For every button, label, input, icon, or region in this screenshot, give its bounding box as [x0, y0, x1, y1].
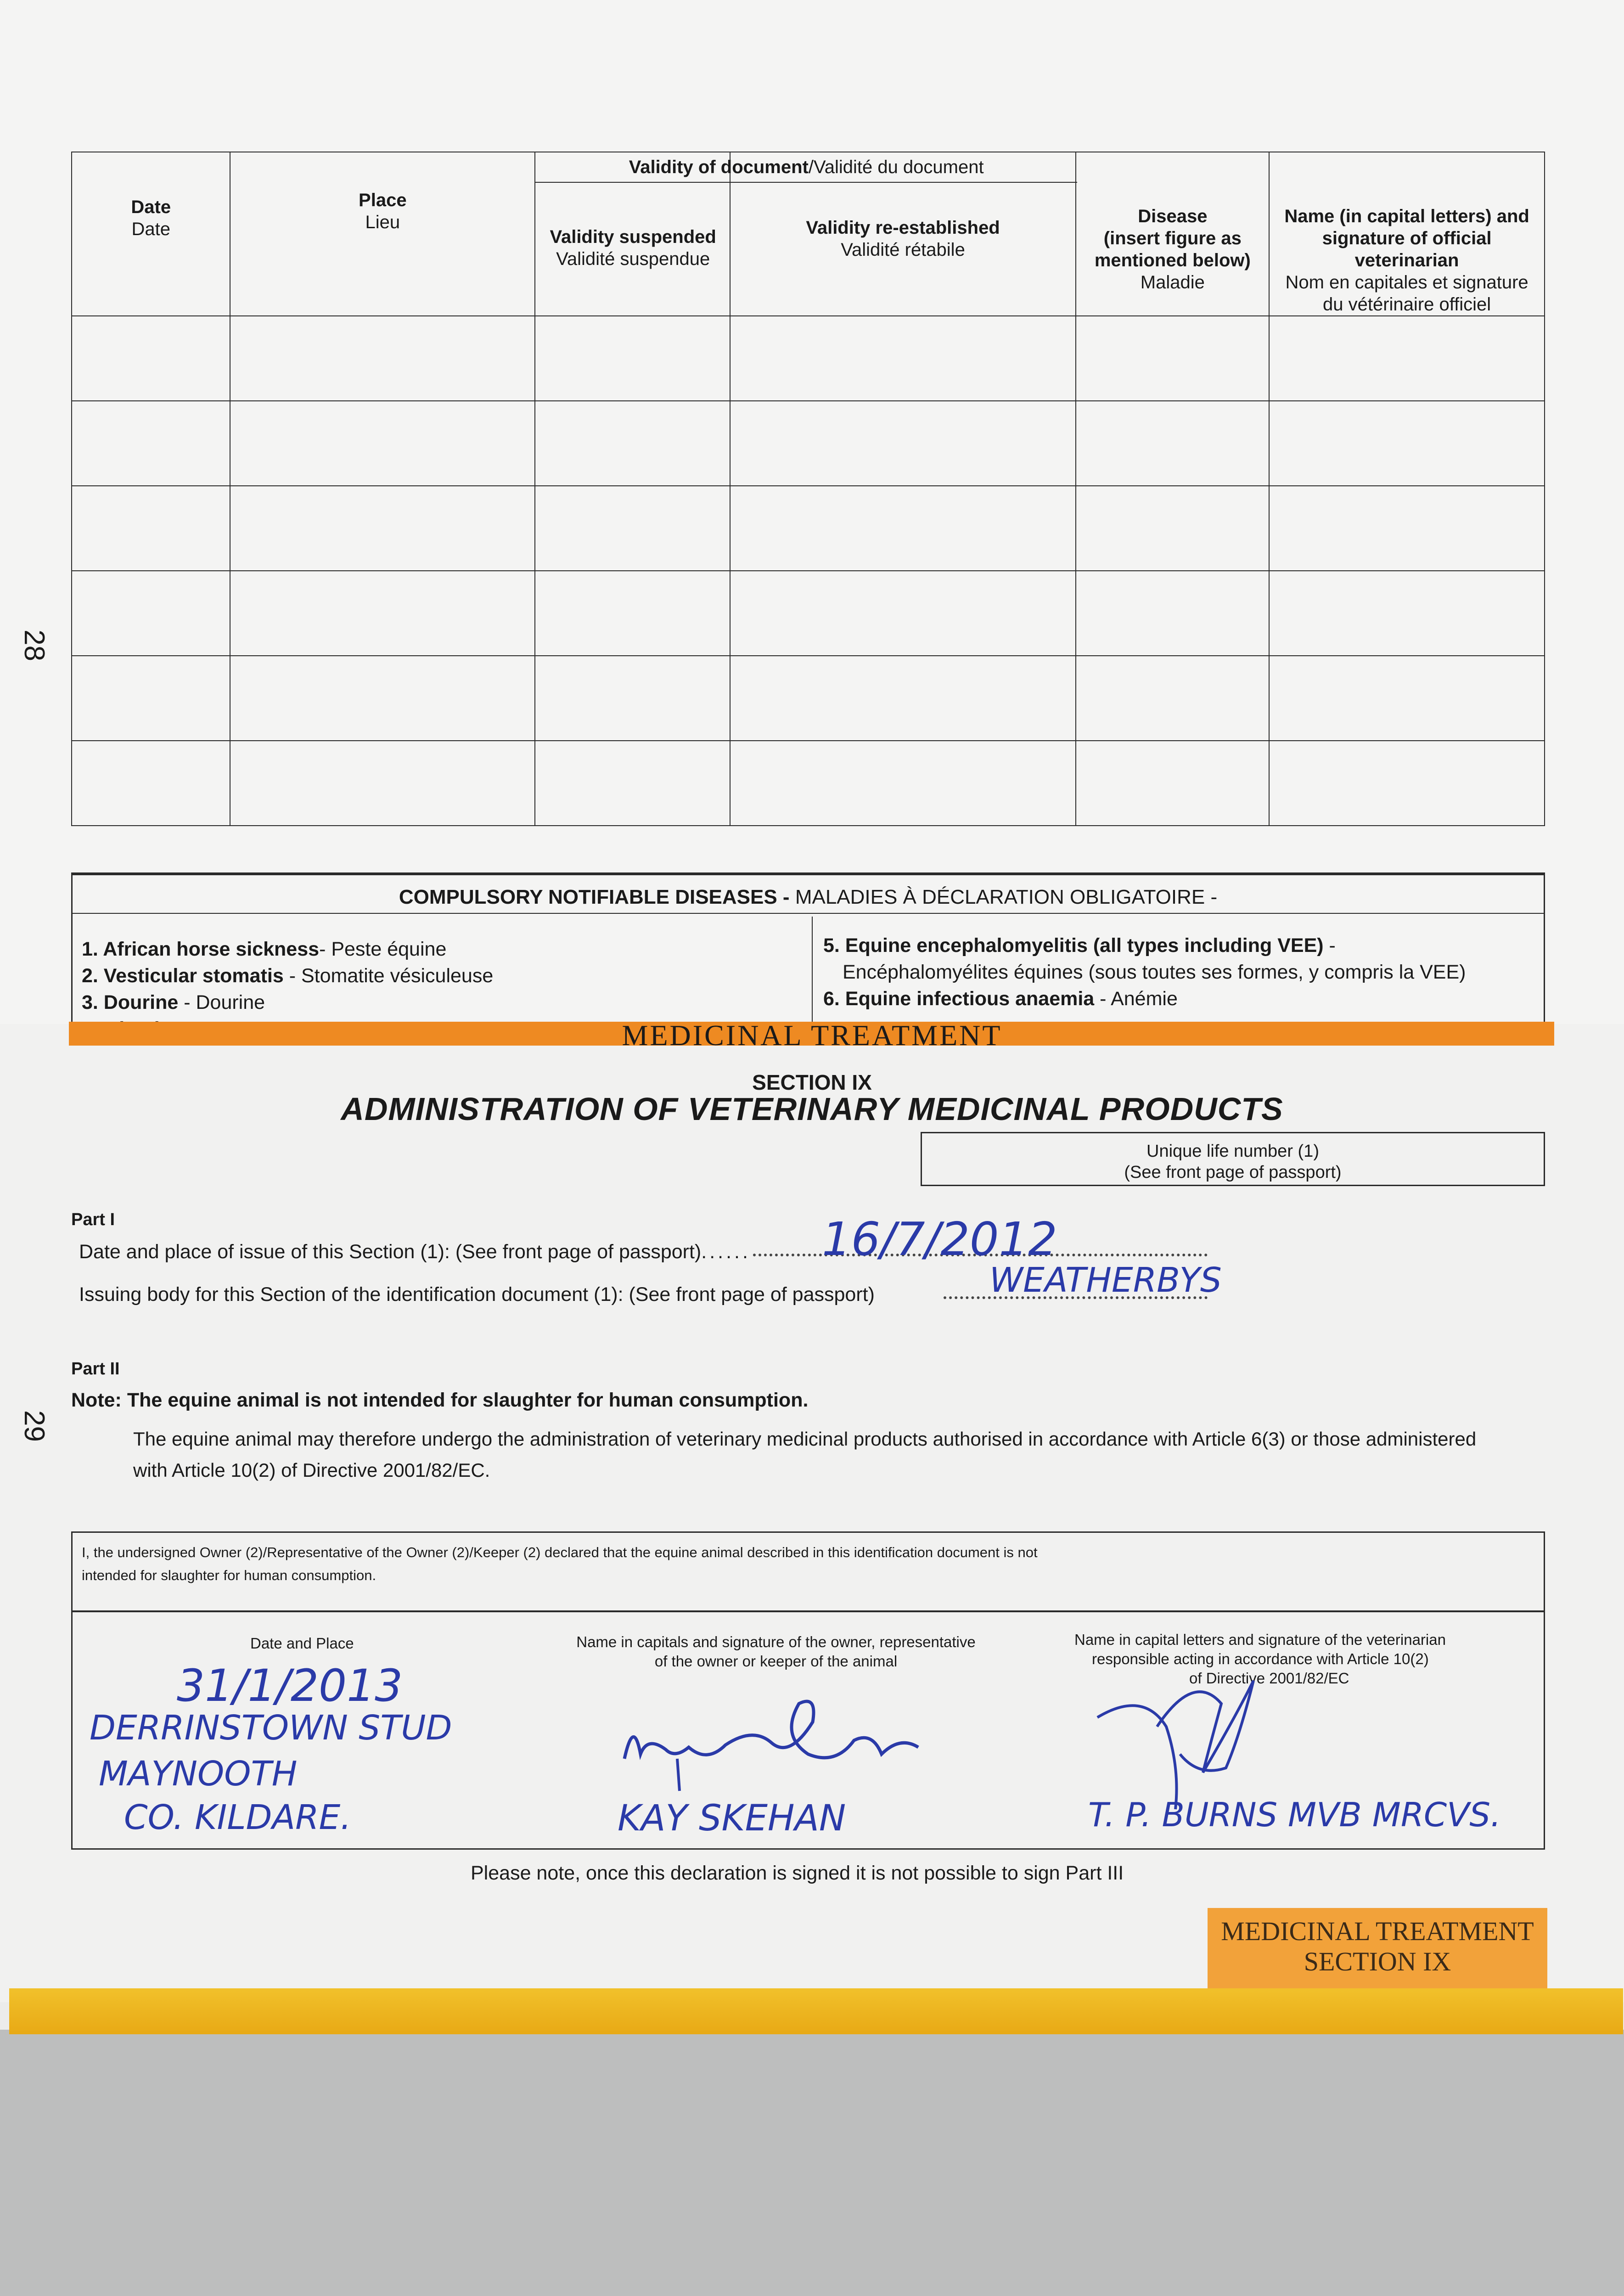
- footer-note: Please note, once this declaration is signed it is not possible to sign Part III: [471, 1862, 1124, 1884]
- col-name-fr2: du vétérinaire officiel: [1323, 294, 1491, 315]
- col-name-fr1: Nom en capitales et signature: [1285, 272, 1528, 293]
- handwritten-owner-name: KAY SKEHAN: [618, 1798, 846, 1839]
- table-row: [72, 656, 1545, 741]
- list-item: 3. Dourine - Dourine: [82, 991, 265, 1013]
- part2-label: Part II: [71, 1359, 120, 1379]
- table-row: [72, 571, 1545, 656]
- list-item: 6. Equine infectious anaemia - Anémie: [823, 988, 1178, 1010]
- diseases-divider: [812, 917, 813, 1027]
- part1-label: Part I: [71, 1210, 115, 1229]
- vet-col-label: Name in capital letters and signature of the veterinarian responsible acting in accordance with Article 10(2) of Directive 2001/82/EC: [1074, 1631, 1446, 1687]
- handwritten-date: 31/1/2013: [177, 1660, 403, 1711]
- tab-title: MEDICINAL TREATMENT: [622, 1019, 1002, 1052]
- notifiable-diseases-box: [71, 872, 1545, 1024]
- col-place-fr: Lieu: [365, 212, 400, 232]
- corner-section-tab: MEDICINAL TREATMENT SECTION IX: [1208, 1908, 1547, 1988]
- page-number-bottom: 29: [18, 1410, 50, 1442]
- col-disease-en1: Disease: [1138, 206, 1208, 226]
- vet-signature: [1088, 1662, 1327, 1814]
- part2-body-line1: The equine animal may therefore undergo the administration of veterinary medicinal products authorised in accordance with Article 6(3) or those administered: [133, 1428, 1477, 1450]
- part2-note: Note: The equine animal is not intended for slaughter for human consumption.: [71, 1389, 809, 1411]
- col-reestablished-fr: Validité rétabile: [841, 240, 965, 260]
- page-number-top: 28: [18, 630, 50, 661]
- table-row: [72, 741, 1545, 826]
- declaration-text-line2: intended for slaughter for human consumption.: [82, 1567, 376, 1583]
- validity-group-title-fr: /Validité du document: [808, 157, 984, 177]
- diseases-title: [73, 884, 1544, 914]
- uln-label: Unique life number (1): [1146, 1142, 1319, 1161]
- col-date-en: Date: [131, 197, 171, 217]
- handwritten-vet-name: T. P. BURNS MVB MRCVS.: [1088, 1795, 1501, 1834]
- declaration-text-line1: I, the undersigned Owner (2)/Representative of the Owner (2)/Keeper (2) declared that the equine animal described in this identification document is not: [82, 1544, 1038, 1560]
- handwritten-place-line2: MAYNOOTH: [99, 1754, 298, 1794]
- handwritten-place-line1: DERRINSTOWN STUD: [90, 1708, 452, 1748]
- list-item: 5. Equine encephalomyelitis (all types including VEE) -: [823, 934, 1336, 957]
- diseases-title-en: COMPULSORY NOTIFIABLE DISEASES -: [399, 886, 795, 908]
- col-name-en1: Name (in capital letters) and: [1284, 206, 1529, 226]
- col-suspended-fr: Validité suspendue: [556, 249, 710, 269]
- diseases-right-list: [823, 932, 1466, 1012]
- handwritten-place-line3: CO. KILDARE.: [124, 1798, 351, 1837]
- table-row: [72, 486, 1545, 571]
- col-reestablished-en: Validity re-established: [806, 218, 1000, 238]
- col-disease-fr: Maladie: [1140, 272, 1205, 293]
- date-place-label: Date and place of issue of this Section (1): (See front page of passport)......: [79, 1241, 751, 1263]
- list-item: 2. Vesticular stomatis - Stomatite vésiculeuse: [82, 965, 494, 987]
- date-place-col-label: Date and Place: [250, 1635, 354, 1652]
- col-disease-en3: mentioned below): [1094, 250, 1251, 270]
- declaration-statement: [71, 1531, 1545, 1612]
- list-item: Encéphalomyélites équines (sous toutes ses formes, y compris la VEE): [843, 961, 1466, 983]
- validity-table: [71, 152, 1545, 826]
- list-item: 1. African horse sickness- Peste équine: [82, 938, 447, 960]
- issuing-body-label: Issuing body for this Section of the identification document (1): (See front page of passport): [79, 1283, 875, 1306]
- section-number: SECTION IX: [752, 1070, 872, 1094]
- diseases-title-fr: MALADIES À DÉCLARATION OBLIGATOIRE -: [795, 886, 1218, 908]
- col-disease-en2: (insert figure as: [1103, 228, 1242, 248]
- unique-life-number-box: [921, 1132, 1545, 1186]
- col-name-en2: signature of official veterinarian: [1322, 228, 1492, 270]
- table-row: [72, 401, 1545, 486]
- date-place-value: 16/7/2012: [822, 1212, 1057, 1266]
- part2-body-line2: with Article 10(2) of Directive 2001/82/EC.: [133, 1459, 490, 1481]
- col-suspended-en: Validity suspended: [550, 227, 716, 247]
- validity-group-title-en: Validity of document: [629, 157, 809, 177]
- col-place-en: Place: [359, 190, 407, 210]
- owner-signature: [597, 1667, 964, 1795]
- scanner-background: [0, 2030, 1624, 2296]
- table-row: [72, 316, 1545, 401]
- issuing-body-value: WEATHERBYS: [989, 1261, 1222, 1300]
- section-title: ADMINISTRATION OF VETERINARY MEDICINAL PRODUCTS: [341, 1091, 1283, 1127]
- owner-col-label: Name in capitals and signature of the owner, representative of the owner or keeper of the animal: [576, 1633, 976, 1670]
- uln-sublabel: (See front page of passport): [1124, 1163, 1342, 1182]
- page-edge-band: [9, 1988, 1623, 2034]
- col-date-fr: Date: [131, 219, 170, 239]
